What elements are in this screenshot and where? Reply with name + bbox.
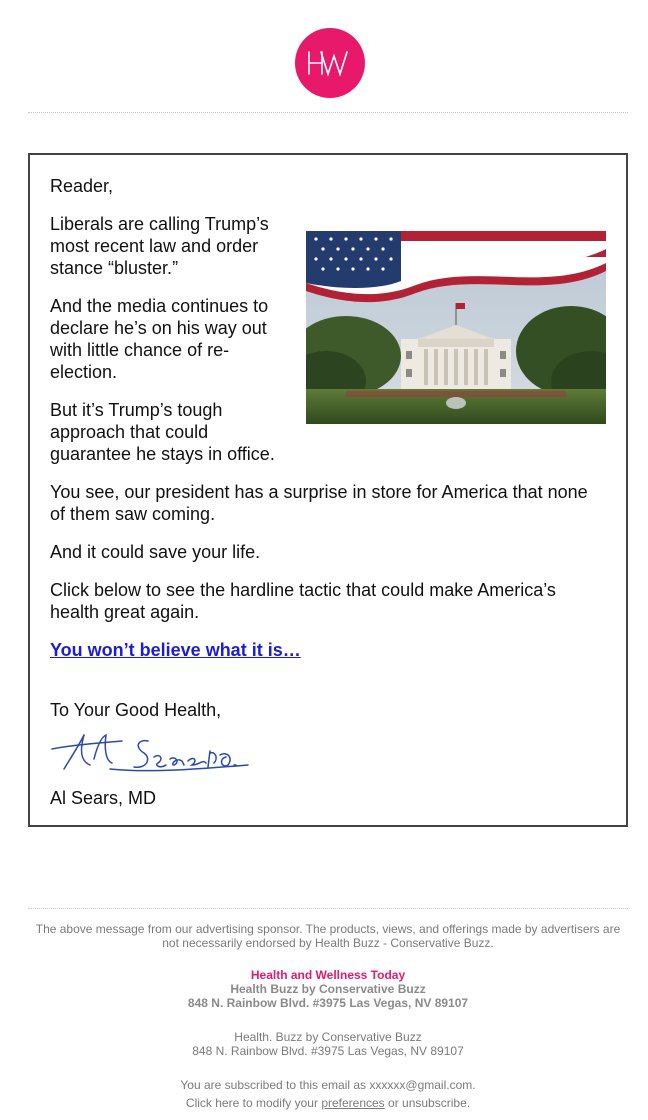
signature-image (50, 729, 250, 773)
footer-subscribed-text: You are subscribed to this email as xxxxxx@gmail.com. (180, 1078, 476, 1092)
paragraph-2: And the media continues to declare he’s on his way out with little chance of re-election. (50, 296, 269, 382)
cta-link[interactable]: You won’t believe what it is… (50, 640, 301, 660)
paragraph-1: Liberals are calling Trump’s most recent law and order stance “bluster.” (50, 214, 269, 278)
signer-name: Al Sears, MD (50, 788, 157, 808)
footer-modify-suffix[interactable]: or unsubscribe. (388, 1096, 471, 1110)
header (0, 28, 648, 98)
footer-divider (28, 908, 628, 909)
footer-company-address: 848 N. Rainbow Blvd. #3975 Las Vegas, NV 89107 (192, 1044, 464, 1058)
brand-logo[interactable] (295, 28, 365, 98)
header-divider (28, 112, 628, 113)
white-house-flag-image[interactable] (306, 231, 606, 424)
greeting: Reader, (50, 176, 114, 196)
letter-body (50, 175, 606, 825)
footer (28, 922, 628, 1110)
paragraph-3: But it’s Trump’s tough approach that could guarantee he stays in office. (50, 400, 275, 464)
footer-disclaimer: The above message from our advertising sponsor. The products, views, and offerings made by advertisers are not necessarily endorsed by Health Buzz - Conservative Buzz. (35, 922, 621, 950)
closing: To Your Good Health, (50, 700, 222, 720)
footer-sender-name: Health Buzz by Conservative Buzz (230, 982, 426, 996)
footer-company-name: Health. Buzz by Conservative Buzz (234, 1030, 422, 1044)
paragraph-4: You see, our president has a surprise in store for America that none of them saw coming. (50, 482, 588, 524)
paragraph-6: Click below to see the hardline tactic that could make America’s health great again. (50, 580, 556, 622)
hw-logo-icon (295, 28, 365, 98)
paragraph-5: And it could save your life. (50, 542, 261, 562)
footer-sender-brand: Health and Wellness Today (250, 968, 406, 982)
footer-sender-address: 848 N. Rainbow Blvd. #3975 Las Vegas, NV 89107 (187, 996, 469, 1010)
footer-modify-line (28, 1096, 628, 1110)
letter-card (28, 153, 628, 827)
preferences-link[interactable]: preferences (321, 1096, 385, 1110)
footer-modify-prefix: Click here to modify your (185, 1096, 318, 1110)
